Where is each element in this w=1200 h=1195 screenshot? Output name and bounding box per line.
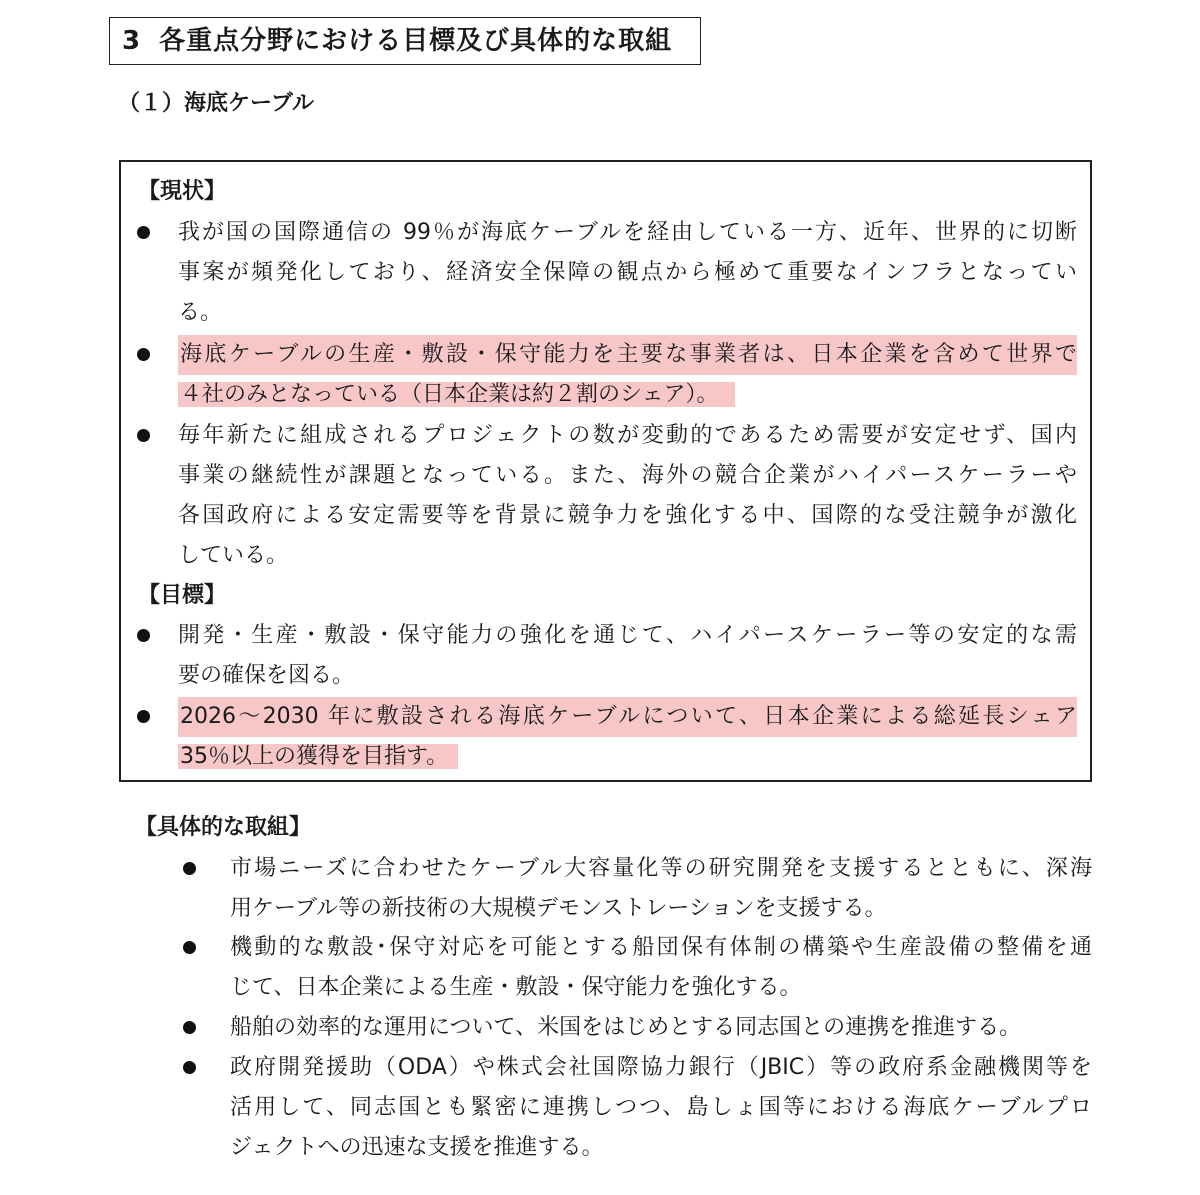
- text-line: 各国政府による安定需要等を背景に競争力を強化する中、国際的な受注競争が激化: [178, 503, 1077, 528]
- text-line: 政府開発援助（ODA）や株式会社国際協力銀行（JBIC）等の政府系金融機関等を: [230, 1055, 1092, 1080]
- section-number: 3: [122, 26, 142, 56]
- text-line: 市場ニーズに合わせたケーブル大容量化等の研究開発を支援するとともに、深海: [230, 856, 1092, 881]
- bullet-icon: [183, 1021, 196, 1034]
- text-line: 機動的な敷設･保守対応を可能とする船団保有体制の構築や生産設備の整備を通: [230, 935, 1092, 960]
- subsection-heading: （１）海底ケーブル: [118, 91, 315, 116]
- bullet-icon: [183, 941, 196, 954]
- highlighted-text-line: ４社のみとなっている（日本企業は約２割のシェア）。: [178, 382, 735, 407]
- text-line: る。: [178, 300, 223, 325]
- text-line: 船舶の効率的な運用について、米国をはじめとする同志国との連携を推進する。: [230, 1015, 1022, 1040]
- highlighted-text-line: 2026～2030 年に敷設される海底ケーブルについて、日本企業による総延長シェア: [178, 697, 1077, 737]
- bullet-icon: [137, 348, 150, 361]
- section-title-text: 各重点分野における目標及び具体的な取組: [159, 26, 673, 56]
- text-line: 毎年新たに組成されるプロジェクトの数が変動的であるため需要が安定せず、国内: [178, 423, 1077, 448]
- text-line: 開発・生産・敷設・保守能力の強化を通じて、ハイパースケーラー等の安定的な需: [178, 623, 1077, 648]
- text-line: 事案が頻発化しており、経済安全保障の観点から極めて重要なインフラとなってい: [178, 260, 1077, 285]
- text-line: 用ケーブル等の新技術の大規模デモンストレーションを支援する。: [230, 896, 887, 921]
- text-line: ジェクトへの迅速な支援を推進する。: [230, 1135, 604, 1160]
- initiatives-heading: 【具体的な取組】: [135, 815, 312, 840]
- text-line: 我が国の国際通信の 99％が海底ケーブルを経由している一方、近年、世界的に切断: [178, 220, 1077, 245]
- text-line: 要の確保を図る。: [178, 663, 355, 688]
- highlighted-text-line: 海底ケーブルの生産・敷設・保守能力を主要な事業者は、日本企業を含めて世界で: [178, 335, 1077, 375]
- goals-heading: 【目標】: [138, 583, 227, 608]
- bullet-icon: [137, 226, 150, 239]
- text-line: 活用して、同志国とも緊密に連携しつつ、島しょ国等における海底ケーブルプロ: [230, 1095, 1092, 1120]
- text-line: している。: [178, 543, 289, 568]
- highlighted-text-line: 35％以上の獲得を目指す。: [178, 744, 458, 769]
- text-line: 事業の継続性が課題となっている。また、海外の競合企業がハイパースケーラーや: [178, 463, 1077, 488]
- bullet-icon: [137, 429, 150, 442]
- bullet-icon: [183, 1061, 196, 1074]
- bullet-icon: [137, 710, 150, 723]
- text-line: じて、日本企業による生産・敷設・保守能力を強化する。: [230, 975, 802, 1000]
- section-title: [109, 17, 701, 65]
- bullet-icon: [137, 629, 150, 642]
- status-heading: 【現状】: [138, 179, 227, 204]
- bullet-icon: [183, 862, 196, 875]
